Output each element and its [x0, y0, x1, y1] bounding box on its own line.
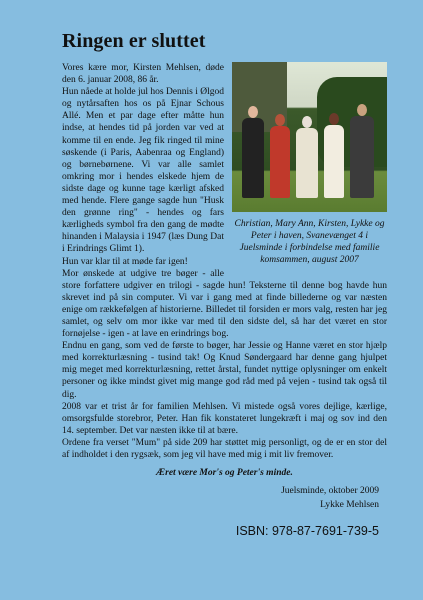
place-date: Juelsminde, oktober 2009 — [281, 486, 379, 497]
isbn: ISBN: 978-87-7691-739-5 — [235, 524, 379, 539]
paragraph: Ordene fra verset "Mum" på side 209 har støttet mig personligt, og de er en stor del af indholdet i den rygsæk, som jeg vil have med mig i mit liv fremover. — [62, 437, 387, 460]
paragraph: Endnu en gang, som ved de første to bøger, har Jessie og Hanne været en stor hjælp med korrekturlæsning - tusind tak! Og Knud Søndergaard har denne gang hjulpet mig meget med korrekturlæsning, rettet årstal, fundet nyttige oplysninger om enkelt personer og ikke mindst givet mig mange god råd med på vejen - tusind tak også til dig. — [62, 341, 387, 400]
signature-block — [62, 484, 387, 512]
person-figure — [242, 118, 264, 198]
paragraph: Vores kære mor, Kirsten Mehlsen, døde den 6. januar 2008, 86 år. — [62, 63, 224, 86]
paragraph: 2008 var et trist år for familien Mehlsen. Vi mistede også vores dejlige, kærlige, omsorgsfulde storebror, Peter. Han fik konstateret lungekræft i maj og sov ind den 14. september. Det var næsten ikke til at bære. — [62, 401, 387, 436]
paragraph: Hun nåede at holde jul hos Dennis i Ølgod og nytårsaften hos os på Ejnar Schous Allé. Men et par dage efter måtte hun indse, at hendes tid på jorden var ved at komme til en ende. Jeg fik ringed til mine søskende (i Paris, Aabenraa og England) og børnebørnene. Vi var alle samlet omkring mor i hendes elskede hjem de sidste dage og kunne tage kærligt afsked med hende. Flere gange sagde hun "Husk den grønne ring" - hendes og fars kærligheds symbol fra den gang de mødte hinanden i Malaysia i 1947 (læs Dung Dat i Erindrings Glimt 1). — [62, 87, 225, 255]
person-figure — [324, 125, 344, 198]
person-figure — [296, 128, 318, 198]
paragraph: Mor ønskede at udgive tre bøger - alle store forfattere udgiver en trilogi - sagde hun! Teksterne til denne bog havde hun skrevet ind på sin computer. Vi var i gang med at finde billederne og var næsten enige om rækkefølgen af historierne. Billedet til forsiden er mors valg, resten har jeg samlet, og selv om mor ikke var med til den sidste del, så har det været en stor fornøjelse - igen - at lave en erindrings bog. — [62, 268, 387, 340]
photo-caption: Christian, Mary Ann, Kirsten, Lykke og Peter i haven, Svanevænget 4 i Juelsminde i forbindelse med familie komsammen, august 2007 — [234, 219, 385, 265]
person-figure — [350, 116, 374, 198]
family-photo — [232, 62, 387, 212]
author-name: Lykke Mehlsen — [320, 500, 379, 511]
person-figure — [270, 126, 290, 198]
body-text — [62, 62, 387, 461]
photo-block — [232, 62, 387, 266]
dedication: Æret være Mor's og Peter's minde. — [156, 468, 293, 479]
paragraph: Hun var klar til at møde far igen! — [62, 256, 188, 267]
page-title: Ringen er sluttet — [62, 30, 206, 52]
